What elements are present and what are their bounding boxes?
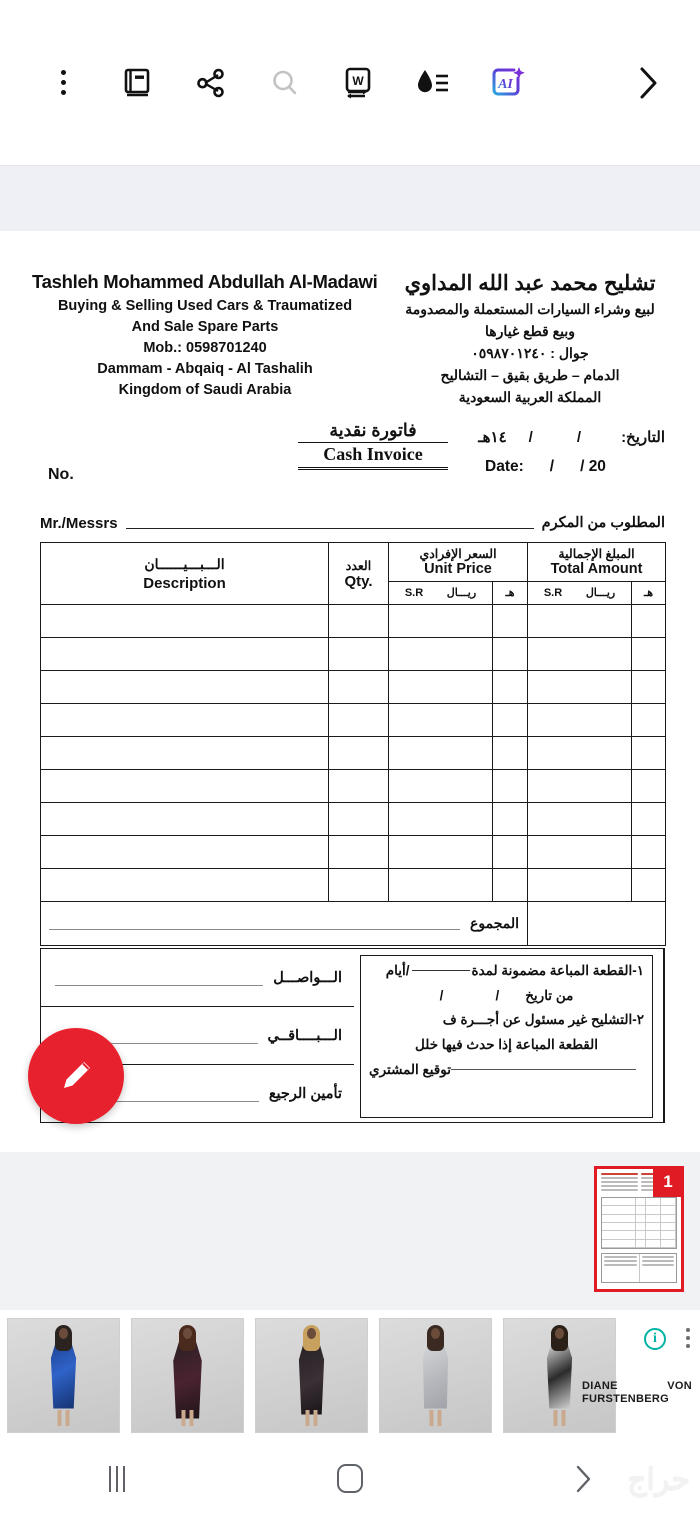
- table-row[interactable]: [41, 671, 666, 704]
- cell-qty[interactable]: [329, 737, 389, 770]
- invoice-total-row: [41, 902, 666, 946]
- svg-text:W: W: [352, 73, 364, 88]
- invoice-header: [32, 271, 665, 406]
- amount-row-received[interactable]: [41, 949, 354, 1007]
- chevron-right-icon: [633, 64, 663, 102]
- cell-total-riyal[interactable]: [528, 638, 632, 671]
- invoice-title-and-date: [40, 412, 665, 504]
- invoice-document: [32, 271, 665, 1123]
- buyer-signature-label: توقيع المشتري: [369, 1062, 451, 1077]
- nav-back-button[interactable]: [467, 1440, 700, 1517]
- company-address-ar: الدمام – طريق بقيق – التشاليح: [440, 367, 620, 383]
- date-slash-3: /: [549, 458, 555, 475]
- ad-model-figure: [131, 1319, 244, 1433]
- ad-thumb-5[interactable]: [503, 1318, 616, 1433]
- cell-description[interactable]: [41, 869, 329, 902]
- site-watermark: حراج: [627, 1463, 690, 1496]
- search-icon: [268, 66, 302, 100]
- th-total-riyal: [528, 581, 632, 604]
- cell-unit-price-riyal[interactable]: [389, 638, 493, 671]
- header-arabic-block: [395, 271, 665, 406]
- table-row[interactable]: [41, 869, 666, 902]
- page-thumbnail-1[interactable]: [594, 1166, 684, 1292]
- company-activity-ar-2: وبيع قطع غيارها: [485, 323, 575, 339]
- ad-model-figure: [503, 1319, 616, 1433]
- nav-recents-button[interactable]: [0, 1440, 233, 1517]
- th-total-amount-ar: المبلغ الإجمالية: [558, 547, 635, 562]
- th-unit-riyal-en: S.R: [404, 586, 424, 599]
- company-mobile-en: Mob.: 0598701240: [143, 340, 267, 356]
- cell-unit-price-halala[interactable]: [493, 836, 528, 869]
- company-country-en: Kingdom of Saudi Arabia: [118, 382, 292, 398]
- cell-qty[interactable]: [329, 869, 389, 902]
- cell-qty[interactable]: [329, 836, 389, 869]
- terms-box: [360, 955, 653, 1118]
- buyer-signature-row: [369, 1062, 644, 1078]
- ad-brand-line1-left: DIANE: [582, 1379, 618, 1392]
- header-english-block: [32, 271, 378, 398]
- th-qty-ar: العدد: [345, 558, 372, 573]
- total-label: المجموع: [470, 915, 520, 931]
- cell-unit-price-riyal[interactable]: [389, 737, 493, 770]
- th-unit-price-halala: هـ: [493, 581, 528, 604]
- cell-unit-price-riyal[interactable]: [389, 671, 493, 704]
- terms-line-1: [369, 964, 644, 978]
- terms-line-2-slash-2: /: [439, 987, 444, 1003]
- toolbar-divider-band: [0, 165, 700, 231]
- th-description: [41, 543, 329, 605]
- ad-brand-name: [582, 1380, 692, 1408]
- th-description-ar: الـــبـــيــــــان: [144, 555, 225, 572]
- cell-unit-price-riyal[interactable]: [389, 605, 493, 638]
- cell-qty[interactable]: [329, 704, 389, 737]
- invoice-number-label: No.: [48, 466, 74, 483]
- next-page-button[interactable]: [626, 46, 700, 120]
- cell-unit-price-halala[interactable]: [493, 638, 528, 671]
- cell-qty[interactable]: [329, 770, 389, 803]
- thumbnail-header-left: [601, 1173, 638, 1193]
- ad-model-legs: [306, 1410, 318, 1426]
- share-button[interactable]: [174, 46, 248, 120]
- ad-model-figure: [379, 1319, 492, 1433]
- th-total-amount: [528, 543, 666, 582]
- cell-total-riyal[interactable]: [528, 704, 632, 737]
- company-address-en: Dammam - Abqaiq - Al Tashalih: [97, 361, 313, 377]
- cell-unit-price-halala[interactable]: [493, 770, 528, 803]
- invoice-footer: [40, 948, 665, 1123]
- invoice-row-group: [41, 605, 666, 902]
- ai-assistant-icon: [488, 64, 526, 102]
- cell-description[interactable]: [41, 638, 329, 671]
- terms-line-2: [369, 989, 644, 1003]
- buyer-signature-line[interactable]: [451, 1069, 636, 1070]
- ad-info-icon[interactable]: i: [644, 1328, 666, 1350]
- cell-unit-price-halala[interactable]: [493, 605, 528, 638]
- more-vertical-icon: [61, 70, 66, 95]
- cell-total-riyal[interactable]: [528, 605, 632, 638]
- page-thumbnail-strip[interactable]: [0, 1152, 700, 1310]
- cell-total-halala[interactable]: [632, 671, 666, 704]
- ad-model-legs: [58, 1410, 70, 1426]
- terms-line-4: القطعة المباعة إذا حدث فيها خلل: [415, 1036, 598, 1052]
- company-name-ar: تشليح محمد عبد الله المداوي: [404, 272, 656, 295]
- amount-label-balance: الـــبــــاقــي: [267, 1027, 342, 1044]
- invoice-date-block: [440, 428, 665, 476]
- terms-line-2-text: من تاريخ: [525, 987, 574, 1003]
- company-activity-ar-1: لبيع وشراء السيارات المستعملة والمصدومة: [405, 301, 655, 317]
- edit-fab[interactable]: [28, 1028, 124, 1124]
- recents-icon: [109, 1466, 125, 1492]
- ad-model-legs: [430, 1410, 442, 1426]
- document-page[interactable]: [0, 231, 700, 1152]
- cell-total-riyal[interactable]: [528, 671, 632, 704]
- cell-unit-price-riyal[interactable]: [389, 869, 493, 902]
- system-navigation-bar: [0, 1440, 700, 1517]
- table-row[interactable]: [41, 704, 666, 737]
- cell-qty[interactable]: [329, 803, 389, 836]
- date-label-ar: التاريخ:: [621, 429, 665, 446]
- terms-line-1-unit: /أيام: [385, 963, 410, 978]
- table-row[interactable]: [41, 638, 666, 671]
- reading-mode-button[interactable]: [100, 46, 174, 120]
- messrs-label-en: Mr./Messrs: [40, 514, 118, 532]
- cell-unit-price-halala[interactable]: [493, 671, 528, 704]
- table-row[interactable]: [41, 737, 666, 770]
- home-icon: [337, 1464, 363, 1493]
- cell-unit-price-riyal[interactable]: [389, 770, 493, 803]
- th-unit-price-ar: السعر الإفرادي: [419, 547, 497, 562]
- cell-unit-price-riyal[interactable]: [389, 836, 493, 869]
- th-unit-price-en: Unit Price: [424, 561, 492, 578]
- ink-annotate-icon: [414, 66, 452, 100]
- date-slash-2: /: [528, 429, 533, 446]
- convert-to-word-button[interactable]: [322, 46, 396, 120]
- amount-fill-received[interactable]: [55, 985, 263, 986]
- ad-brand-line1-right: VON: [667, 1379, 692, 1392]
- th-unit-riyal-ar: ريـــال: [446, 587, 477, 600]
- ad-thumb-1[interactable]: [7, 1318, 120, 1433]
- th-qty-en: Qty.: [344, 572, 373, 590]
- date-row-gregorian: [440, 458, 665, 476]
- terms-column: [354, 949, 664, 1122]
- cell-total-halala[interactable]: [632, 869, 666, 902]
- table-header-row-1: [41, 543, 666, 582]
- th-unit-price-riyal: [389, 581, 493, 604]
- ad-thumb-3[interactable]: [255, 1318, 368, 1433]
- table-row[interactable]: [41, 770, 666, 803]
- search-button[interactable]: [248, 46, 322, 120]
- thumbnail-table: [601, 1197, 677, 1249]
- date-year-prefix: / 20: [580, 458, 606, 475]
- cell-unit-price-halala[interactable]: [493, 803, 528, 836]
- top-toolbar: [0, 0, 700, 165]
- amount-label-received: الـــواصـــل: [273, 969, 342, 986]
- invoice-title-en: Cash Invoice: [298, 442, 448, 470]
- ad-model-figure: [7, 1319, 120, 1433]
- cell-qty[interactable]: [329, 605, 389, 638]
- ai-badge-text: AI: [498, 76, 513, 92]
- cell-total-halala[interactable]: [632, 704, 666, 737]
- cell-description[interactable]: [41, 737, 329, 770]
- toolbar-icon-group: [0, 46, 626, 120]
- company-activity-en-1: Buying & Selling Used Cars & Traumatized: [57, 298, 353, 314]
- invoice-table: [40, 542, 666, 946]
- date-row-hijri: [440, 428, 665, 446]
- ad-banner[interactable]: [0, 1310, 700, 1440]
- chevron-right-back-icon: [570, 1462, 596, 1496]
- amount-label-return-deposit: تأمين الرجيع: [268, 1085, 342, 1102]
- cell-total-halala[interactable]: [632, 836, 666, 869]
- table-row[interactable]: [41, 605, 666, 638]
- terms-line-3: ٢-التشليح غير مسئول عن أجـــرة ف: [442, 1012, 644, 1027]
- messrs-row: [40, 510, 665, 536]
- cell-description[interactable]: [41, 803, 329, 836]
- cell-total-riyal[interactable]: [528, 770, 632, 803]
- terms-line-2-slash-1: /: [495, 987, 500, 1003]
- cell-qty[interactable]: [329, 638, 389, 671]
- th-total-riyal-en: S.R: [543, 586, 563, 599]
- pencil-icon: [53, 1053, 99, 1099]
- table-row[interactable]: [41, 836, 666, 869]
- total-value-cell[interactable]: [528, 902, 666, 946]
- cell-total-riyal[interactable]: [528, 803, 632, 836]
- company-activity-en-2: And Sale Spare Parts: [131, 319, 279, 335]
- cell-description[interactable]: [41, 671, 329, 704]
- cell-description[interactable]: [41, 836, 329, 869]
- date-slash-1: /: [576, 429, 581, 446]
- total-label-cell: [41, 902, 528, 946]
- cell-unit-price-halala[interactable]: [493, 737, 528, 770]
- cell-qty[interactable]: [329, 671, 389, 704]
- thumbnail-footer: [601, 1253, 677, 1283]
- ad-meta: [582, 1318, 700, 1433]
- th-description-en: Description: [143, 574, 226, 592]
- bookmark-book-icon: [120, 66, 154, 100]
- messrs-label-ar: المطلوب من المكرم: [541, 515, 665, 531]
- company-country-ar: المملكة العربية السعودية: [458, 389, 602, 405]
- date-hijri-suffix: ١٤هـ: [478, 429, 507, 446]
- th-unit-price: [389, 543, 528, 582]
- annotate-button[interactable]: [396, 46, 470, 120]
- cell-total-riyal[interactable]: [528, 869, 632, 902]
- cell-description[interactable]: [41, 704, 329, 737]
- cell-description[interactable]: [41, 605, 329, 638]
- more-options-button[interactable]: [26, 46, 100, 120]
- nav-home-button[interactable]: [233, 1440, 466, 1517]
- ad-thumbnail-list: [0, 1318, 616, 1433]
- company-name-en: Tashleh Mohammed Abdullah Al-Madawi: [32, 271, 378, 292]
- cell-total-halala[interactable]: [632, 803, 666, 836]
- cell-unit-price-riyal[interactable]: [389, 704, 493, 737]
- page-number-badge: 1: [653, 1167, 683, 1197]
- page-thumbnail-wrapper[interactable]: [594, 1166, 684, 1292]
- th-qty: [329, 543, 389, 605]
- ai-assistant-button[interactable]: [470, 46, 544, 120]
- cell-description[interactable]: [41, 770, 329, 803]
- terms-line-1-blank[interactable]: [412, 970, 470, 971]
- cell-total-halala[interactable]: [632, 737, 666, 770]
- th-total-halala: هـ: [632, 581, 666, 604]
- total-fill-line[interactable]: [49, 929, 460, 930]
- th-total-riyal-ar: ريـــال: [585, 587, 616, 600]
- cell-unit-price-halala[interactable]: [493, 704, 528, 737]
- ad-thumb-4[interactable]: [379, 1318, 492, 1433]
- convert-to-word-icon: [341, 65, 377, 101]
- date-label-en: Date:: [485, 458, 524, 475]
- terms-line-1-text: ١-القطعة المباعة مضمونة لمدة: [471, 963, 644, 978]
- ad-brand-line2: FURSTENBERG: [582, 1393, 670, 1406]
- cell-total-halala[interactable]: [632, 770, 666, 803]
- th-total-amount-en: Total Amount: [550, 561, 643, 578]
- cell-total-riyal[interactable]: [528, 737, 632, 770]
- cell-total-halala[interactable]: [632, 638, 666, 671]
- table-row[interactable]: [41, 803, 666, 836]
- invoice-title: [298, 420, 448, 470]
- cell-total-riyal[interactable]: [528, 836, 632, 869]
- cell-total-halala[interactable]: [632, 605, 666, 638]
- ad-model-figure: [255, 1319, 368, 1433]
- invoice-title-ar: فاتورة نقدية: [329, 420, 417, 440]
- ad-model-legs: [554, 1410, 566, 1426]
- cell-unit-price-riyal[interactable]: [389, 803, 493, 836]
- share-icon: [194, 66, 228, 100]
- company-mobile-ar: جوال : ٠٥٩٨٧٠١٢٤٠: [471, 345, 589, 361]
- messrs-fill-line[interactable]: [126, 528, 534, 529]
- ad-options-icon[interactable]: [686, 1328, 690, 1352]
- ad-thumb-2[interactable]: [131, 1318, 244, 1433]
- ad-model-legs: [182, 1410, 194, 1426]
- cell-unit-price-halala[interactable]: [493, 869, 528, 902]
